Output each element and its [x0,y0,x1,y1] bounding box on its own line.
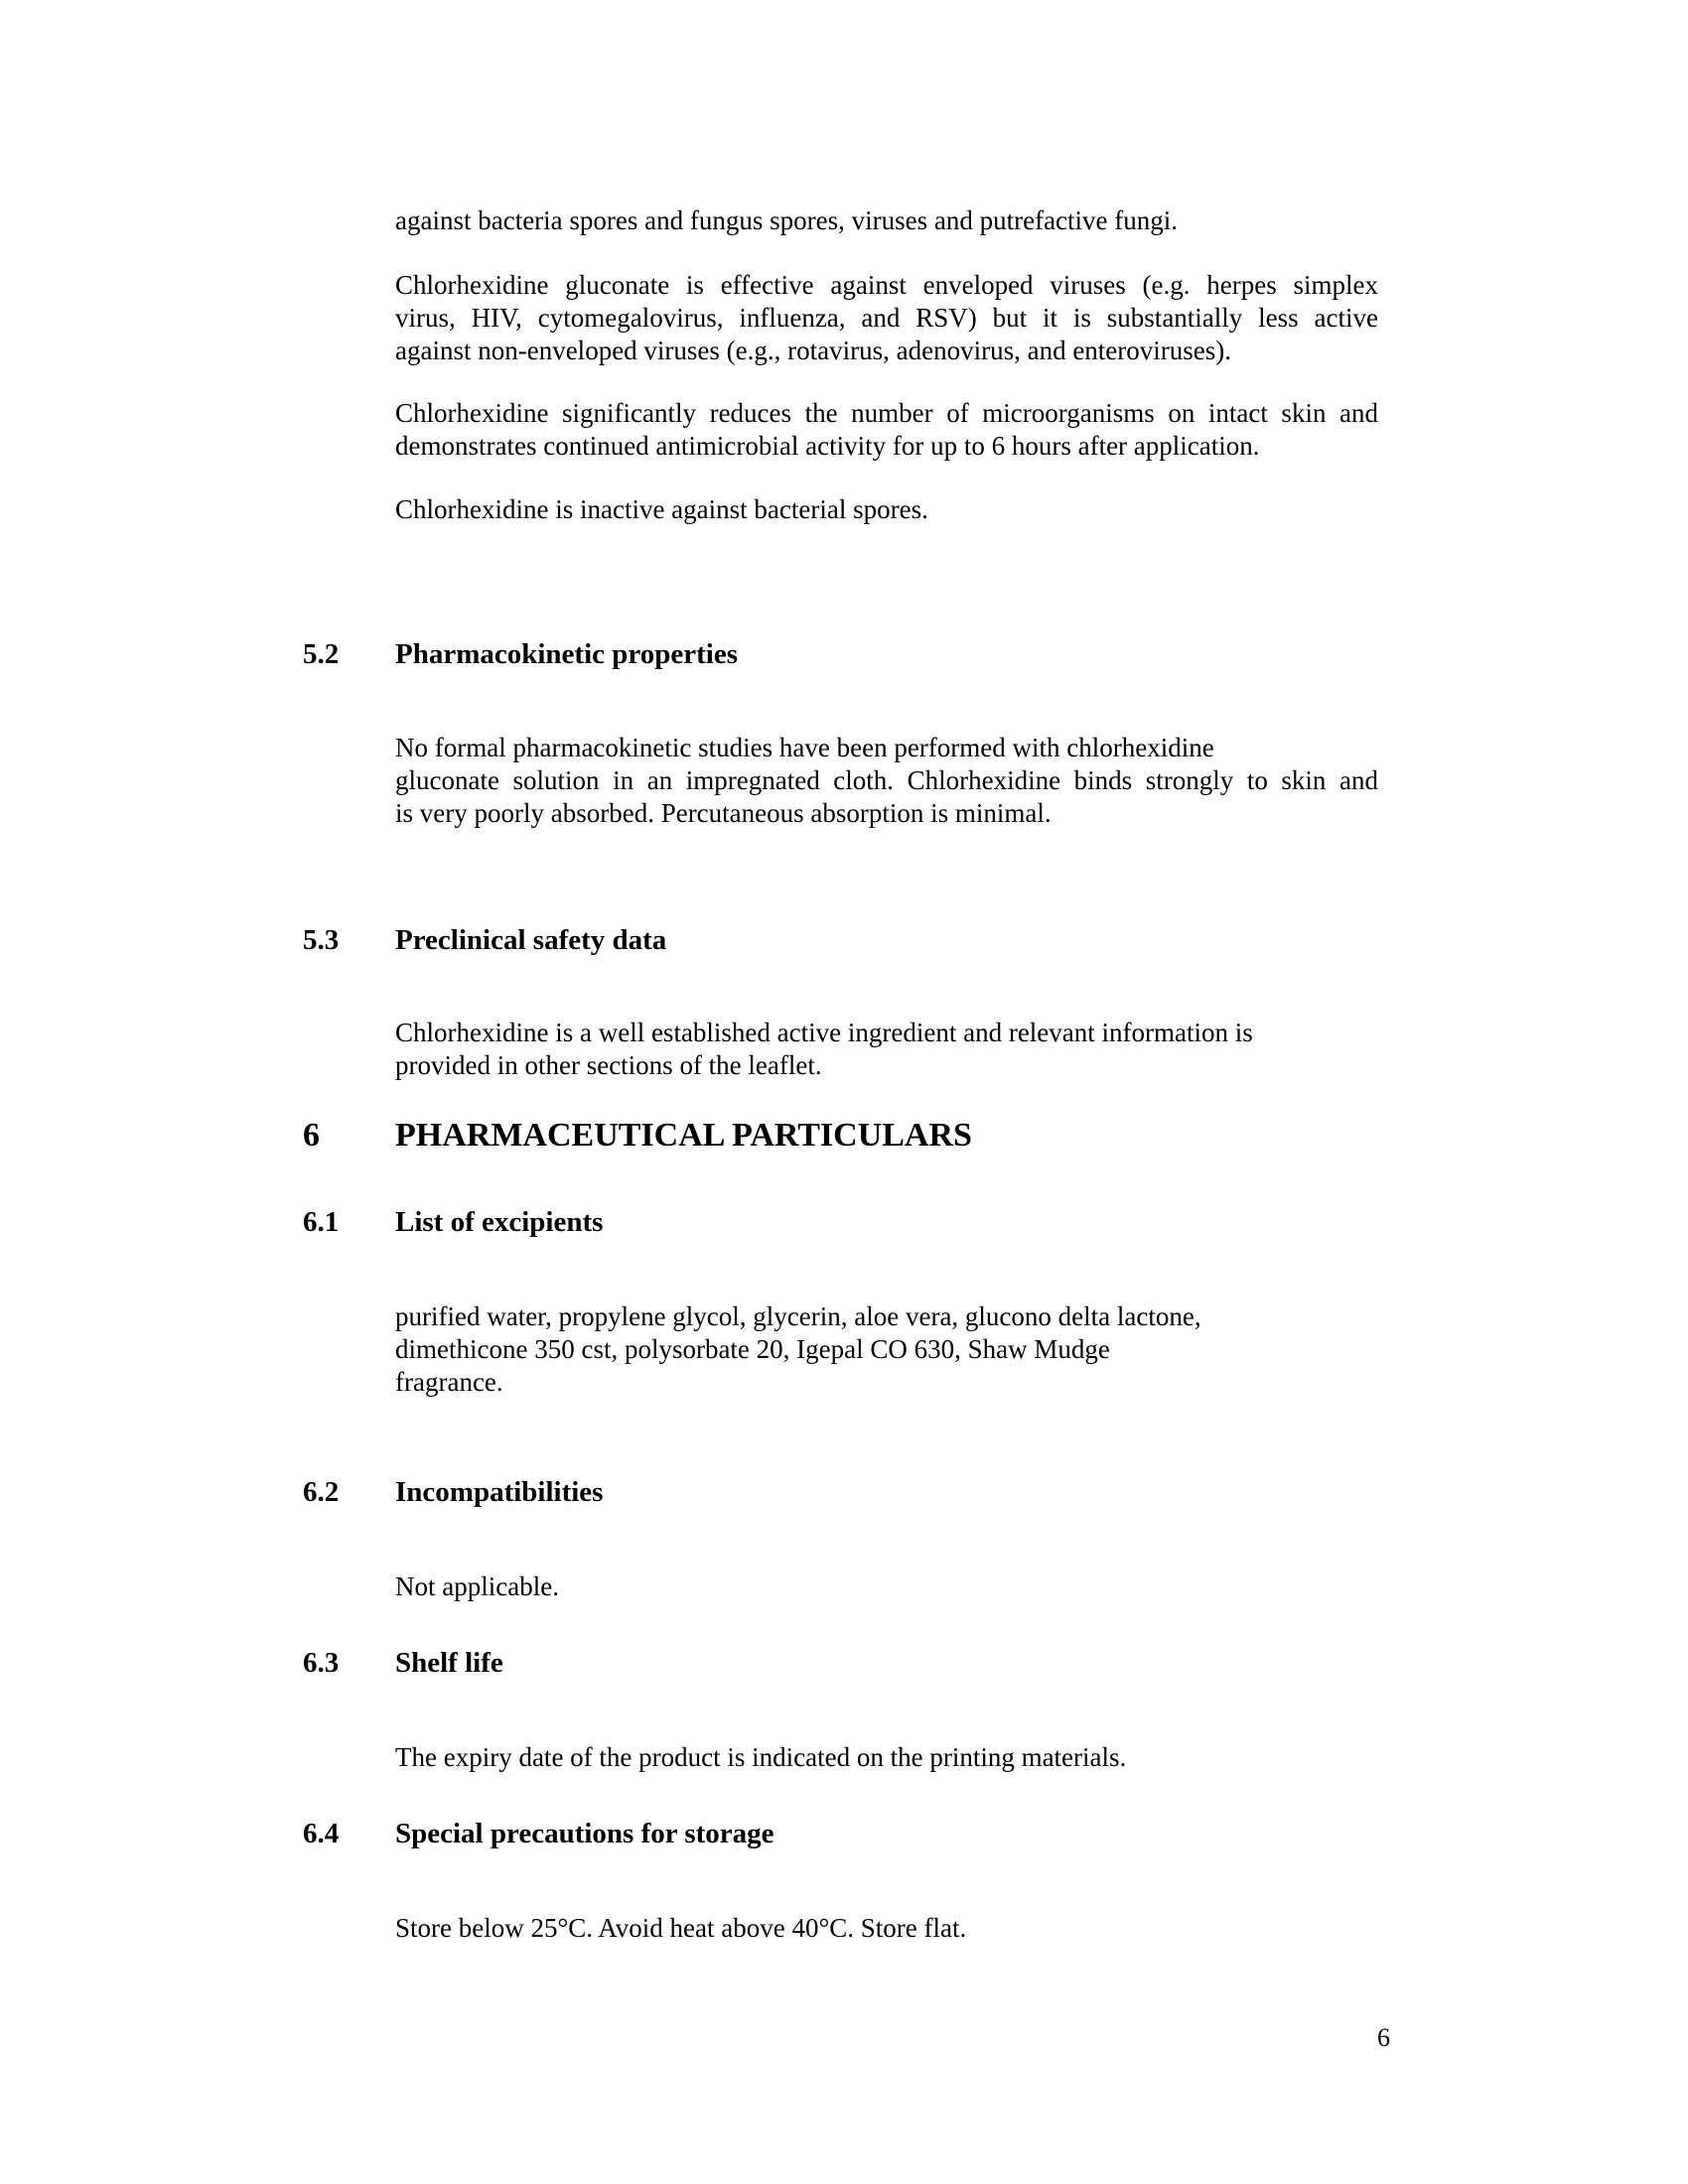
pharmacokinetic-paragraph [395,732,1378,830]
text-line: fragrance. [395,1367,503,1397]
text-line: against bacteria spores and fungus spores, viruses and putrefactive fungi. [395,205,1179,235]
text-line: No formal pharmacokinetic studies have been performed with chlorhexidine [395,733,1214,762]
text-line: Chlorhexidine is a well established active ingredient and relevant information is [395,1018,1253,1047]
text-line: dimethicone 350 cst, polysorbate 20, Igepal CO 630, Shaw Mudge [395,1334,1110,1364]
section-heading-shelf-life: Shelf life [395,1647,503,1679]
text-line: Chlorhexidine is inactive against bacterial spores. [395,494,928,524]
section-heading-pharmaceutical-particulars: PHARMACEUTICAL PARTICULARS [395,1117,972,1154]
text-line: is very poorly absorbed. Percutaneous absorption is minimal. [395,798,1052,828]
section-heading-storage: Special precautions for storage [395,1818,774,1849]
text-line: Not applicable. [395,1571,559,1601]
preclinical-paragraph [395,1017,1378,1082]
section-number-6: 6 [303,1117,320,1154]
text-line: The expiry date of the product is indicated on the printing materials. [395,1742,1127,1772]
text-line: virus, HIV, cytomegalovirus, influenza, and RSV) but it is substantially less active [395,303,1378,333]
text-line: provided in other sections of the leaflet. [395,1050,822,1080]
section-heading-pharmacokinetic: Pharmacokinetic properties [395,638,738,670]
text-line: demonstrates continued antimicrobial activity for up to 6 hours after application. [395,431,1260,461]
text-line: purified water, propylene glycol, glycerin, aloe vera, glucono delta lactone, [395,1301,1201,1331]
section-heading-excipients: List of excipients [395,1206,604,1238]
section-number-6-3: 6.3 [303,1647,340,1679]
section-number-6-4: 6.4 [303,1818,340,1849]
viruses-paragraph [395,269,1378,367]
text-line: Chlorhexidine gluconate is effective against enveloped viruses (e.g. herpes simplex [395,270,1378,300]
section-number-6-2: 6.2 [303,1476,340,1508]
page-number: 6 [1377,2023,1390,2052]
section-heading-preclinical: Preclinical safety data [395,924,667,956]
incompatibilities-paragraph [395,1570,1378,1603]
spores-paragraph [395,493,1378,526]
shelf-life-paragraph [395,1741,1378,1774]
section-heading-incompatibilities: Incompatibilities [395,1476,604,1508]
continuation-paragraph [395,205,1378,237]
text-line: Chlorhexidine significantly reduces the number of microorganisms on intact skin and [395,398,1378,428]
storage-paragraph [395,1912,1378,1945]
section-number-5-2: 5.2 [303,638,340,670]
excipients-paragraph [395,1300,1378,1399]
text-line: Store below 25°C. Avoid heat above 40°C. Store flat. [395,1913,967,1943]
section-number-6-1: 6.1 [303,1206,340,1238]
text-line: against non-enveloped viruses (e.g., rotavirus, adenovirus, and enteroviruses). [395,336,1232,365]
section-number-5-3: 5.3 [303,924,340,956]
skin-activity-paragraph [395,397,1378,463]
text-line: gluconate solution in an impregnated cloth. Chlorhexidine binds strongly to skin and [395,765,1378,795]
